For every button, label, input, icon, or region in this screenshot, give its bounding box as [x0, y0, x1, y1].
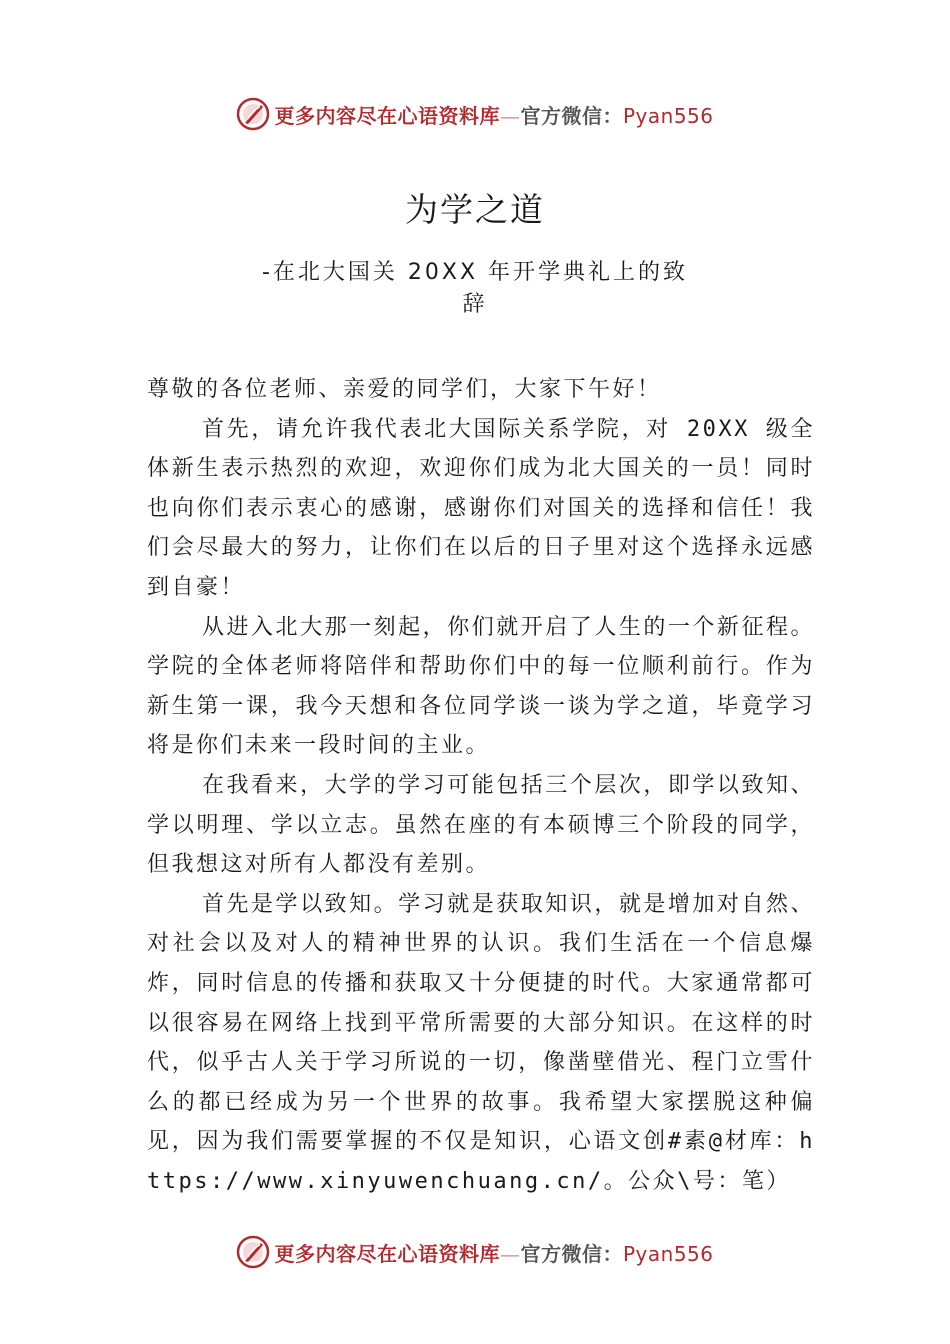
banner-wechat-label: 官方微信： [520, 1241, 623, 1266]
banner-brand-text: 更多内容尽在心语资料库 [274, 103, 500, 128]
banner-separator: — [499, 1241, 521, 1266]
banner-wechat-id: Pyan556 [622, 103, 714, 128]
quill-logo-icon [236, 1235, 270, 1269]
footer-banner [0, 1232, 950, 1272]
banner-brand-text: 更多内容尽在心语资料库 [274, 1241, 500, 1266]
banner-wechat-label: 官方微信： [520, 103, 623, 128]
body-paragraph: 首先是学以致知。学习就是获取知识，就是增加对自然、对社会以及对人的精神世界的认识。我们生活在一个信息爆炸，同时信息的传播和获取又十分便捷的时代。大家通常都可以很容易在网络上找到平常所需要的大部分知识。在这样的时代，似乎古人关于学习所说的一切，像凿壁借光、程门立雪什么的都已经成为另一个世界的故事。我希望大家摆脱这种偏见，因为我们需要掌握的不仅是知识，心语文创#素@材库：https://www.xinyuwenchuang.cn/。公众\号：笔） [147, 891, 815, 1194]
header-banner [0, 94, 950, 134]
document-subtitle: -在北大国关 20XX 年开学典礼上的致辞 [261, 260, 689, 317]
document-title: 为学之道 [405, 190, 545, 229]
document-body [147, 370, 815, 1201]
banner-separator: — [499, 103, 521, 128]
body-paragraph: 在我看来，大学的学习可能包括三个层次，即学以致知、学以明理、学以立志。虽然在座的有本硕博三个阶段的同学，但我想这对所有人都没有差别。 [147, 772, 815, 878]
body-paragraph: 从进入北大那一刻起，你们就开启了人生的一个新征程。学院的全体老师将陪伴和帮助你们中的每一位顺利前行。作为新生第一课，我今天想和各位同学谈一谈为学之道，毕竟学习将是你们未来一段时间的主业。 [147, 614, 815, 759]
quill-logo-icon [236, 97, 270, 131]
salutation-paragraph: 尊敬的各位老师、亲爱的同学们，大家下午好！ [147, 377, 662, 402]
banner-wechat-id: Pyan556 [622, 1241, 714, 1266]
body-paragraph: 首先，请允许我代表北大国际关系学院，对 20XX 级全体新生表示热烈的欢迎，欢迎你们成为北大国关的一员！同时也向你们表示衷心的感谢，感谢你们对国关的选择和信任！我们会尽最大的努力，让你们在以后的日子里对这个选择永远感到自豪！ [147, 416, 815, 600]
